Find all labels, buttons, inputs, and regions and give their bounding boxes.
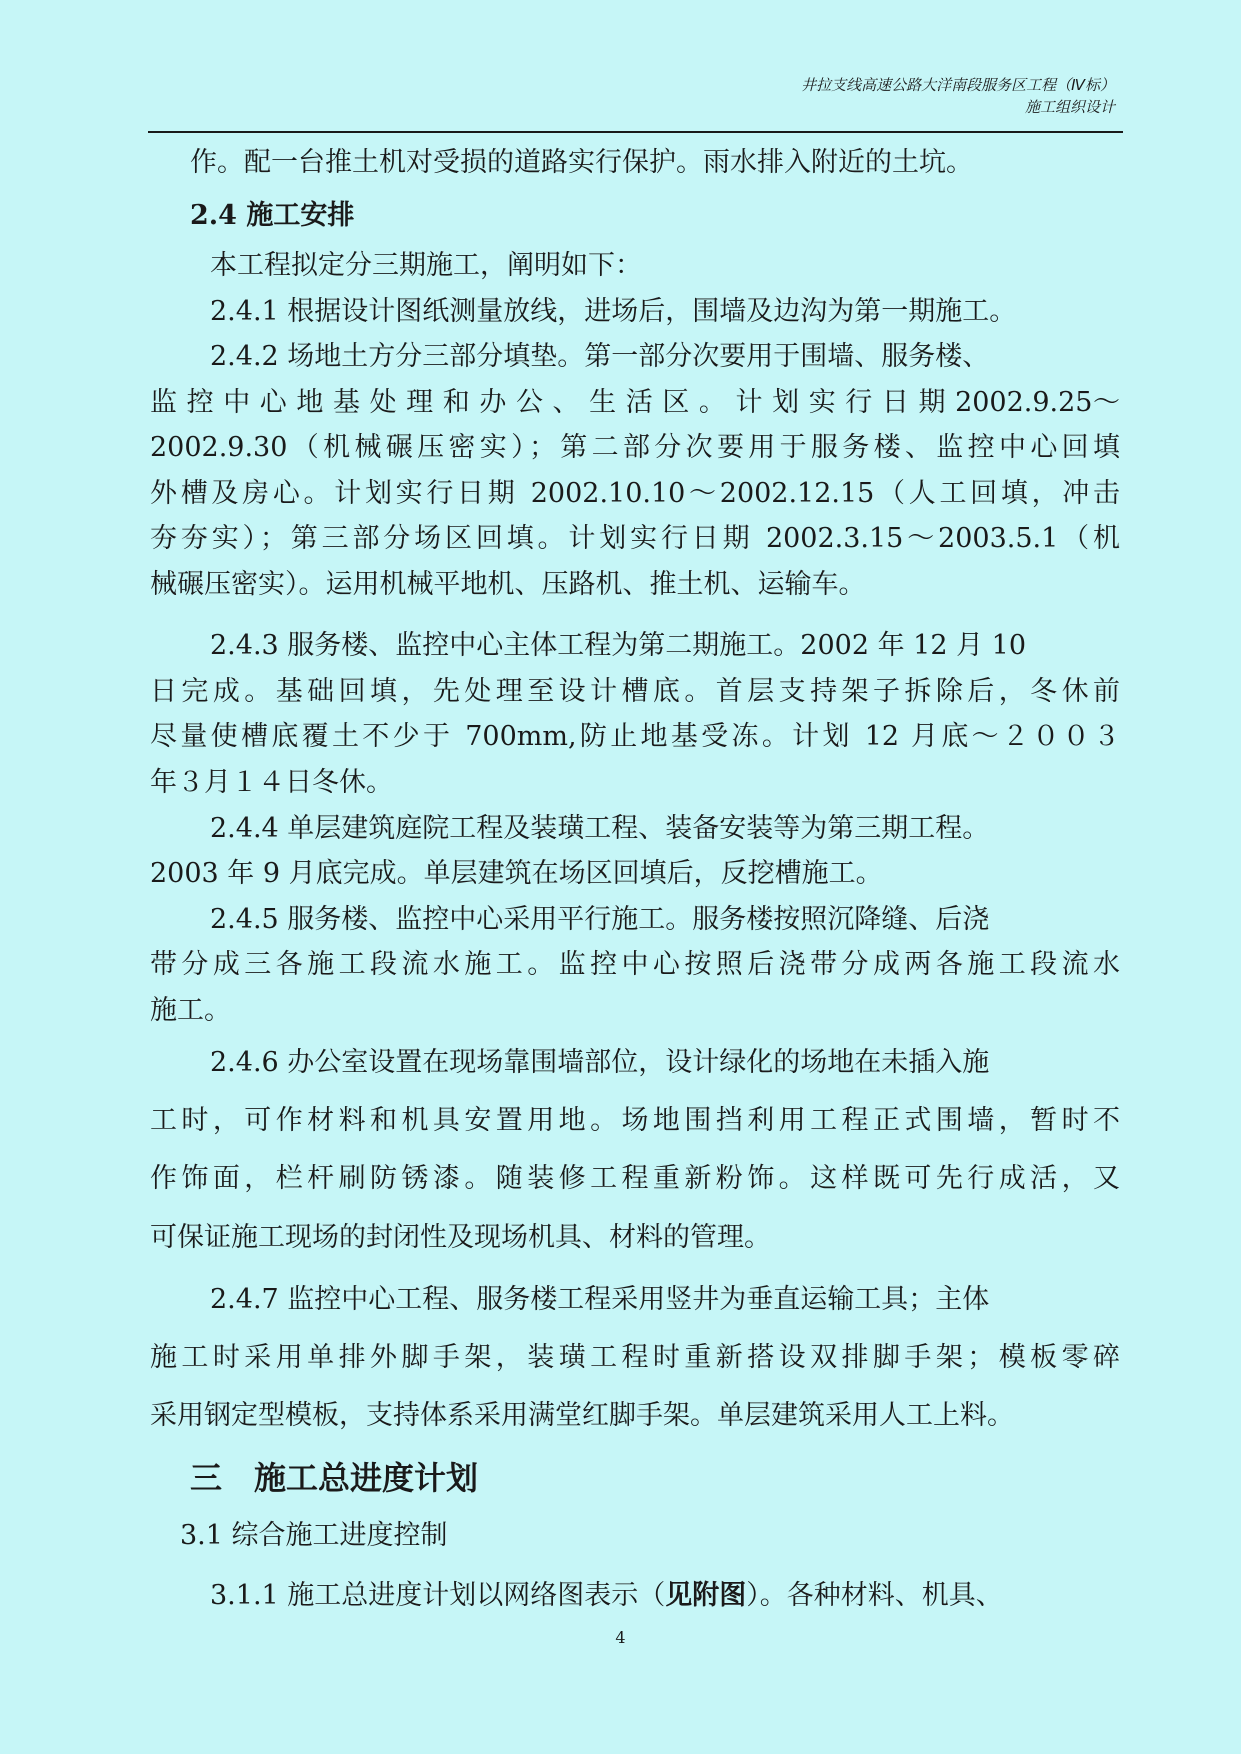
body-line: 外槽及房心。计划实行日期 2002.10.10～2002.12.15（人工回填，冲击 — [150, 478, 1120, 509]
page-number: 4 — [615, 1628, 626, 1647]
body-line: 带分成三各施工段流水施工。监控中心按照后浇带分成两各施工段流水 — [150, 949, 1120, 980]
body-line: 2.4.3 服务楼、监控中心主体工程为第二期施工。2002 年 12 月 10 — [210, 630, 1027, 661]
chapter-heading-3: 三 施工总进度计划 — [190, 1459, 479, 1497]
body-line: 2003 年 9 月底完成。单层建筑在场区回填后，反挖槽施工。 — [150, 858, 883, 889]
body-line: 作。配一台推土机对受损的道路实行保护。雨水排入附近的土坑。 — [190, 147, 973, 178]
subsection-heading-3-1: 3.1 综合施工进度控制 — [180, 1520, 448, 1551]
body-line: 日完成。基础回填，先处理至设计槽底。首层支持架子拆除后，冬休前 — [150, 676, 1120, 707]
header-project-title: 井拉支线高速公路大洋南段服务区工程（Ⅳ标） — [801, 76, 1115, 94]
body-line: 尽量使槽底覆土不少于 700mm,防止地基受冻。计划 12 月底～２００３ — [150, 721, 1120, 752]
header-rule — [148, 131, 1123, 133]
last-line-text-after: ）。各种材料、机具、 — [746, 1580, 1003, 1611]
body-line: 施工。 — [150, 995, 231, 1026]
body-line: 2.4.5 服务楼、监控中心采用平行施工。服务楼按照沉降缝、后浇 — [210, 904, 990, 935]
body-line: 年３月１４日冬休。 — [150, 767, 393, 798]
body-line: 工时，可作材料和机具安置用地。场地围挡利用工程正式围墙，暂时不 — [150, 1105, 1120, 1136]
body-line: 2.4.4 单层建筑庭院工程及装璜工程、装备安装等为第三期工程。 — [210, 813, 990, 844]
body-line-last — [210, 1579, 1120, 1613]
body-line: 夯夯实）；第三部分场区回填。计划实行日期 2002.3.15～2003.5.1（机 — [150, 523, 1120, 554]
body-line: 监 控 中 心 地 基 处 理 和 办 公 、 生 活 区 。 计 划 实 行 日 期 2002.9.25～ — [150, 387, 1120, 418]
body-line: 可保证施工现场的封闭性及现场机具、材料的管理。 — [150, 1222, 771, 1253]
body-line: 2.4.7 监控中心工程、服务楼工程采用竖井为垂直运输工具；主体 — [210, 1284, 990, 1315]
body-line: 2.4.1 根据设计图纸测量放线，进场后，围墙及边沟为第一期施工。 — [210, 296, 1017, 327]
body-line: 作饰面，栏杆刷防锈漆。随装修工程重新粉饰。这样既可先行成活，又 — [150, 1163, 1120, 1194]
body-line: 2.4.2 场地土方分三部分填垫。第一部分次要用于围墙、服务楼、 — [210, 341, 990, 372]
page-header — [148, 74, 1123, 118]
body-line: 本工程拟定分三期施工，阐明如下： — [210, 250, 642, 281]
body-line: 采用钢定型模板，支持体系采用满堂红脚手架。单层建筑采用人工上料。 — [150, 1400, 1014, 1431]
body-line: 2002.9.30（机械碾压密实）；第二部分次要用于服务楼、监控中心回填 — [150, 432, 1120, 463]
appendix-reference: 见附图 — [665, 1580, 747, 1611]
section-heading-2-4: 2.4 施工安排 — [190, 200, 355, 231]
header-doc-title: 施工组织设计 — [1024, 98, 1115, 116]
body-line: 施工时采用单排外脚手架，装璜工程时重新搭设双排脚手架；模板零碎 — [150, 1342, 1120, 1373]
body-line: 2.4.6 办公室设置在现场靠围墙部位，设计绿化的场地在未插入施 — [210, 1047, 990, 1078]
last-line-text-before: 3.1.1 施工总进度计划以网络图表示（ — [210, 1580, 666, 1611]
body-line: 械碾压密实）。运用机械平地机、压路机、推土机、运输车。 — [150, 569, 866, 600]
